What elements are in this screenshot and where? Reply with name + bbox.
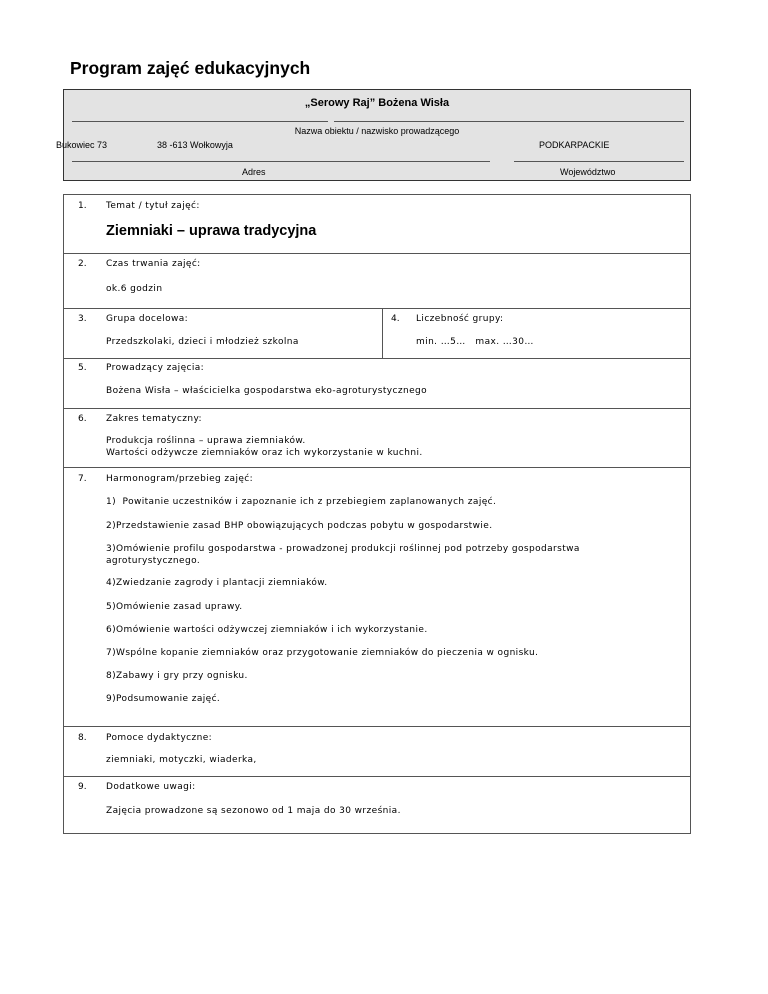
instructor-value: Bożena Wisła – właścicielka gospodarstwa eko-agroturystycznego (106, 386, 428, 396)
divider (334, 121, 684, 122)
schedule-item: 3)Omówienie profilu gospodarstwa - prowadzonej produkcji roślinnej pod potrzeby gospodarstwa (106, 544, 580, 554)
schedule-item: 5)Omówienie zasad uprawy. (106, 602, 243, 612)
row-number: 8. (78, 733, 87, 743)
divider (514, 161, 684, 162)
row-number: 9. (78, 782, 87, 792)
postal-city: 38 -613 Wołkowyja (157, 140, 233, 150)
region: PODKARPACKIE (539, 140, 610, 150)
street: Bukowiec 73 (56, 140, 108, 150)
aids-label: Pomoce dydaktyczne: (106, 733, 213, 743)
row-divider (64, 726, 690, 727)
schedule-item: 4)Zwiedzanie zagrody i plantacji ziemniaków. (106, 578, 328, 588)
group-size-value: min. …5… max. …30… (416, 337, 534, 347)
header-box (56, 89, 691, 181)
scope-label: Zakres tematyczny: (106, 414, 202, 424)
column-divider (382, 308, 383, 358)
row-number: 7. (78, 474, 87, 484)
topic-value: Ziemniaki – uprawa tradycyjna (106, 223, 317, 239)
instructor-label: Prowadzący zajęcia: (106, 363, 205, 373)
row-divider (64, 467, 690, 468)
scope-line: Wartości odżywcze ziemniaków oraz ich wykorzystanie w kuchni. (106, 448, 423, 458)
row-number: 4. (391, 314, 400, 324)
divider (72, 161, 490, 162)
address-caption: Adres (242, 167, 266, 177)
row-number: 2. (78, 259, 87, 269)
row-number: 1. (78, 201, 87, 211)
schedule-item: 2)Przedstawienie zasad BHP obowiązujących podczas pobytu w gospodarstwie. (106, 521, 493, 531)
row-divider (64, 776, 690, 777)
page-title: Program zajęć edukacyjnych (70, 58, 311, 78)
row-number: 3. (78, 314, 87, 324)
row-number: 5. (78, 363, 87, 373)
object-name: „Serowy Raj” Bożena Wisła (304, 97, 450, 109)
target-group-label: Grupa docelowa: (106, 314, 189, 324)
row-divider (64, 408, 690, 409)
row-divider (64, 358, 690, 359)
target-group-value: Przedszkolaki, dzieci i młodzież szkolna (106, 337, 299, 347)
duration-value: ok.6 godzin (106, 284, 163, 294)
scope-line: Produkcja roślinna – uprawa ziemniaków. (106, 436, 306, 446)
object-caption: Nazwa obiektu / nazwisko prowadzącego (294, 126, 460, 136)
schedule-item: 6)Omówienie wartości odżywczej ziemniaków i ich wykorzystanie. (106, 625, 428, 635)
topic-label: Temat / tytuł zajęć: (106, 201, 200, 211)
schedule-item: agroturystycznego. (106, 556, 201, 566)
schedule-item: 7)Wspólne kopanie ziemniaków oraz przygotowanie ziemniaków do pieczenia w ognisku. (106, 648, 539, 658)
schedule-label: Harmonogram/przebieg zajęć: (106, 474, 254, 484)
duration-label: Czas trwania zajęć: (106, 259, 201, 269)
schedule-item: 9)Podsumowanie zajęć. (106, 694, 221, 704)
divider (72, 121, 328, 122)
notes-label: Dodatkowe uwagi: (106, 782, 196, 792)
row-divider (64, 308, 690, 309)
schedule-item: 1) Powitanie uczestników i zapoznanie ich z przebiegiem zaplanowanych zajęć. (106, 497, 497, 507)
notes-value: Zajęcia prowadzone są sezonowo od 1 maja do 30 września. (106, 806, 401, 816)
row-number: 6. (78, 414, 87, 424)
schedule-item: 8)Zabawy i gry przy ognisku. (106, 671, 248, 681)
group-size-label: Liczebność grupy: (416, 314, 504, 324)
program-table (63, 194, 691, 834)
row-divider (64, 253, 690, 254)
region-caption: Województwo (560, 167, 616, 177)
aids-value: ziemniaki, motyczki, wiaderka, (106, 755, 257, 765)
